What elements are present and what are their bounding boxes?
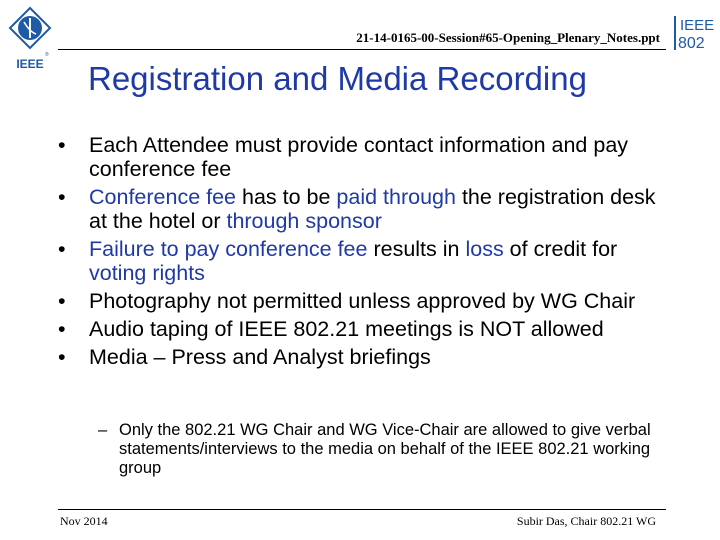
bullet-item: [58, 289, 658, 313]
footer-date: Nov 2014: [60, 514, 108, 528]
footer-author: Subir Das, Chair 802.21 WG: [516, 514, 656, 528]
bullet-dot-icon: •: [58, 133, 66, 157]
svg-text:IEEE: IEEE: [680, 17, 715, 34]
bullet-item: [58, 317, 658, 341]
bullet-text-segment: of credit for: [503, 237, 618, 261]
sub-bullet: [98, 421, 658, 478]
slide-title: Registration and Media Recording: [88, 60, 587, 97]
bullet-text-segment: voting rights: [89, 261, 205, 285]
bullet-item: [58, 345, 658, 369]
bullet-text-segment: Each Attendee must provide contact information and pay conference fee: [89, 133, 629, 181]
bullet-text-segment: has to be: [236, 185, 337, 209]
bullet-item: [58, 133, 658, 181]
bullet-text-segment: loss: [465, 237, 504, 261]
bullet-list: [58, 133, 658, 373]
ieee-logo-text: IEEE: [16, 57, 44, 71]
bullet-text-segment: the registration desk at the: [89, 185, 656, 233]
bullet-text-segment: Photography not permitted unless approved by WG Chair: [89, 289, 636, 313]
bullet-text-segment: Failure to pay conference fee: [89, 237, 368, 261]
footer-divider: [58, 509, 666, 510]
bullet-item: [58, 185, 658, 233]
bullet-text-segment: or: [195, 209, 227, 233]
ieee-diamond-icon: [10, 8, 50, 48]
document-id: 21-14-0165-00-Session#65-Opening_Plenary_Notes.ppt: [356, 30, 660, 45]
bullet-dot-icon: •: [58, 185, 66, 209]
bullet-text-segment: Conference fee: [89, 185, 237, 209]
bullet-text-segment: Audio taping of IEEE 802.21 meetings is NOT allowed: [89, 317, 604, 341]
bullet-dot-icon: •: [58, 317, 66, 341]
bullet-text-segment: results in: [367, 237, 466, 261]
bullet-text-segment: Media – Press and Analyst briefings: [89, 345, 431, 369]
ieee-logo: [6, 6, 54, 72]
bullet-dot-icon: •: [58, 289, 66, 313]
bullet-dot-icon: •: [58, 237, 66, 261]
bullet-item: [58, 237, 658, 285]
bullet-text-segment: through sponsor: [226, 209, 382, 233]
bullet-dot-icon: •: [58, 345, 66, 369]
svg-text:802: 802: [678, 35, 705, 52]
bullet-text-segment: paid through: [336, 185, 456, 209]
sub-bullet-dash: –: [98, 421, 108, 439]
header-divider: [58, 49, 666, 50]
bullet-text-segment: hotel: [148, 209, 196, 233]
ieee-802-logo: [673, 14, 715, 52]
svg-text:®: ®: [45, 52, 49, 58]
sub-bullet-text: Only the 802.21 WG Chair and WG Vice-Chair are allowed to give verbal statements/interviews to the media on behalf of the IEEE 802.21 working group: [119, 421, 651, 477]
